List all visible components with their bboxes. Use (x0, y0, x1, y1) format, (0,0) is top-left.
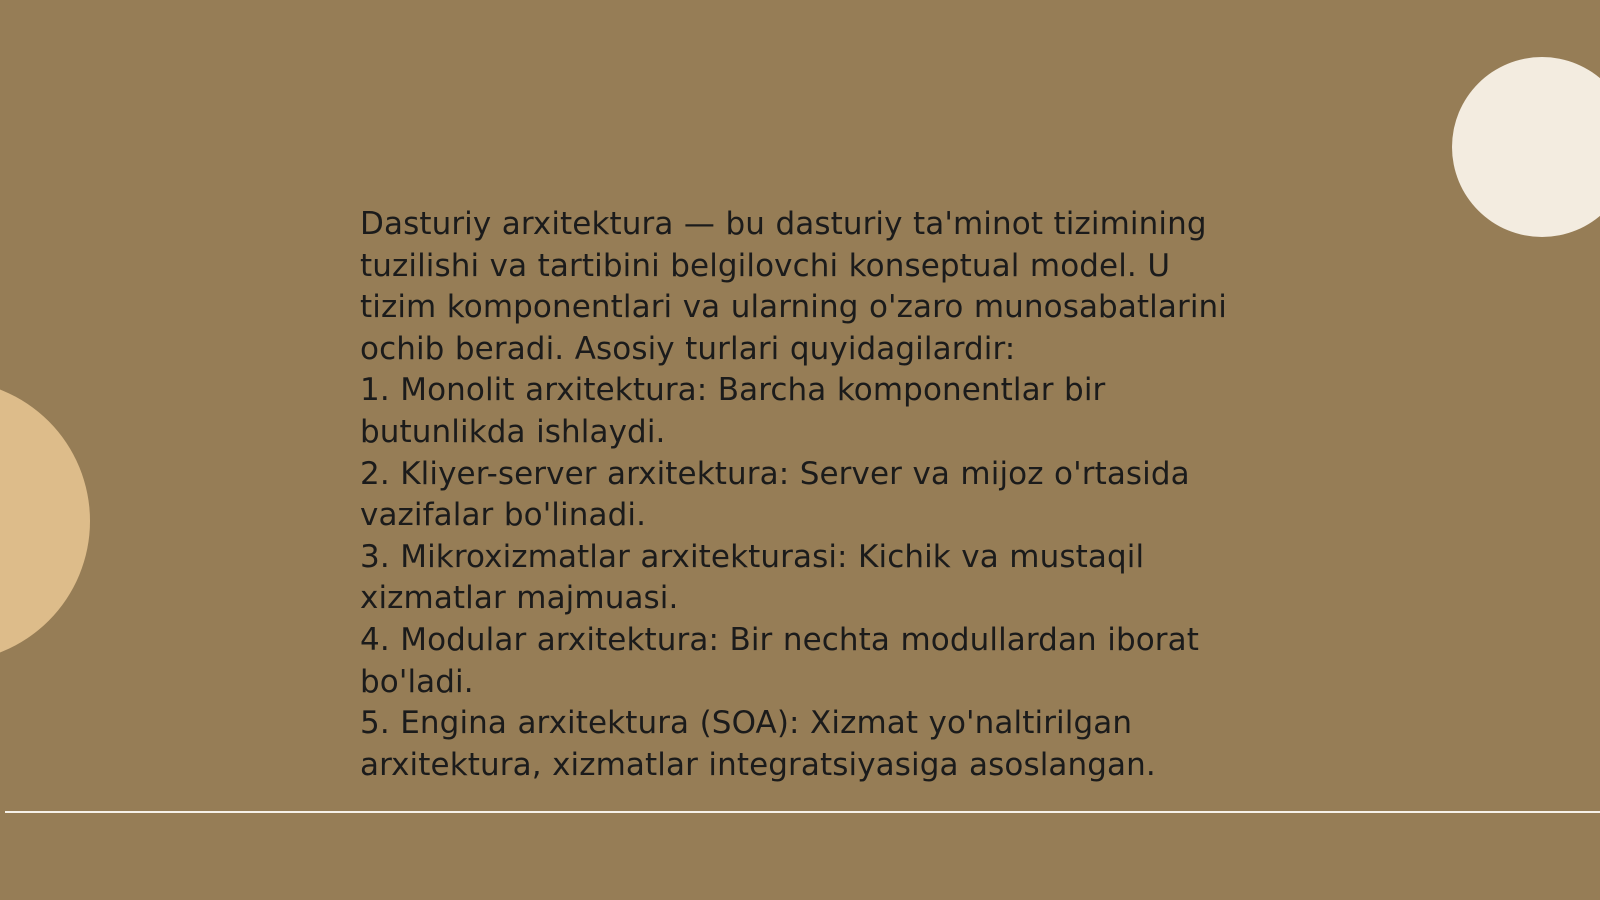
list-item-soa: 5. Engina arxitektura (SOA): Xizmat yo'naltirilgan arxitektura, xizmatlar integratsiyasiga asoslangan. (360, 705, 1156, 783)
decorative-circle-top-right (1452, 57, 1600, 237)
list-item-microservices: 3. Mikroxizmatlar arxitekturasi: Kichik va mustaqil xizmatlar majmuasi. (360, 538, 1145, 617)
decorative-circle-left (0, 380, 90, 662)
horizontal-divider-line (5, 811, 1600, 813)
intro-paragraph: Dasturiy arxitektura — bu dasturiy ta'minot tizimining tuzilishi va tartibini belgilovchi konseptual model. U tizim komponentlari va ularning o'zaro munosabatlarini ochib beradi. Asosiy turlari quyidagilardir: (360, 206, 1227, 367)
list-item-modular: 4. Modular arxitektura: Bir nechta modullardan iborat bo'ladi. (360, 621, 1200, 700)
slide-body-text (360, 204, 1240, 786)
list-item-client-server: 2. Kliyer-server arxitektura: Server va mijoz o'rtasida vazifalar bo'linadi. (360, 455, 1190, 534)
list-item-monolith: 1. Monolit arxitektura: Barcha komponentlar bir butunlikda ishlaydi. (360, 372, 1106, 450)
